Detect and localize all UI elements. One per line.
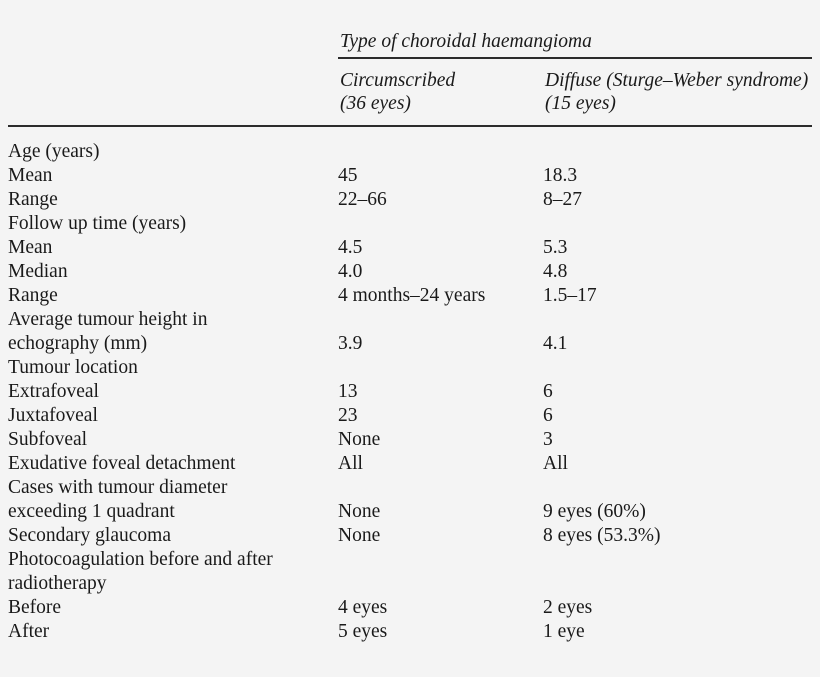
spanner-rule xyxy=(338,57,812,59)
cell-circumscribed: None xyxy=(338,525,381,546)
table-row xyxy=(8,164,812,188)
cell-circumscribed: None xyxy=(338,501,381,522)
cell-diffuse: 9 eyes (60%) xyxy=(543,501,646,522)
spanner-empty-cell xyxy=(8,30,338,63)
cell-circumscribed xyxy=(338,548,543,572)
cell-diffuse: 5.3 xyxy=(543,237,568,258)
column-header-row xyxy=(8,63,812,125)
cell-diffuse xyxy=(543,356,812,380)
cell-diffuse xyxy=(543,476,812,500)
row-label: Before xyxy=(8,597,62,618)
row-label: Median xyxy=(8,261,68,282)
row-label: Secondary glaucoma xyxy=(8,525,171,546)
table-body xyxy=(8,127,812,644)
table-row xyxy=(8,572,812,596)
row-label: Extrafoveal xyxy=(8,381,99,402)
row-label: exceeding 1 quadrant xyxy=(8,501,175,522)
column-header-row-label xyxy=(8,63,338,125)
cell-circumscribed: 22–66 xyxy=(338,189,387,210)
cell-circumscribed xyxy=(338,212,543,236)
table-row xyxy=(8,500,812,524)
spanner-header-label: Type of choroidal haemangioma xyxy=(340,31,592,52)
table-row xyxy=(8,284,812,308)
row-label: Juxtafoveal xyxy=(8,405,98,426)
cell-circumscribed: 45 xyxy=(338,165,358,186)
row-label: Exudative foveal detachment xyxy=(8,453,236,474)
table-header xyxy=(8,30,812,127)
table-row xyxy=(8,188,812,212)
table-row xyxy=(8,452,812,476)
spanner-header-row xyxy=(8,30,812,63)
cell-circumscribed: 4.0 xyxy=(338,261,363,282)
cell-diffuse: 1 eye xyxy=(543,621,585,642)
row-label: radiotherapy xyxy=(8,573,107,594)
row-label: After xyxy=(8,621,50,642)
column-header-circumscribed-line1: Circumscribed xyxy=(340,70,456,91)
cell-diffuse: 6 xyxy=(543,405,553,426)
table-row xyxy=(8,548,812,572)
cell-diffuse: 8–27 xyxy=(543,189,582,210)
cell-circumscribed: 3.9 xyxy=(338,333,363,354)
cell-diffuse: 4.1 xyxy=(543,333,568,354)
cell-diffuse xyxy=(543,212,812,236)
cell-circumscribed: 4 eyes xyxy=(338,597,388,618)
column-header-diffuse xyxy=(543,63,812,125)
row-label: Mean xyxy=(8,165,53,186)
table-container xyxy=(0,30,820,677)
column-header-circumscribed xyxy=(338,63,543,125)
cell-diffuse xyxy=(543,548,812,572)
table-row xyxy=(8,236,812,260)
row-label: Average tumour height in xyxy=(8,309,208,330)
cell-diffuse: 1.5–17 xyxy=(543,285,597,306)
cell-diffuse xyxy=(543,308,812,332)
table-row xyxy=(8,260,812,284)
table-row xyxy=(8,380,812,404)
clinical-characteristics-table xyxy=(8,30,812,644)
cell-diffuse: All xyxy=(543,453,568,474)
cell-circumscribed xyxy=(338,308,543,332)
cell-diffuse: 3 xyxy=(543,429,553,450)
table-row xyxy=(8,127,812,164)
cell-diffuse xyxy=(543,127,812,164)
table-row xyxy=(8,212,812,236)
row-label: Photocoagulation before and after xyxy=(8,549,273,570)
row-label: Age (years) xyxy=(8,141,100,162)
cell-diffuse: 4.8 xyxy=(543,261,568,282)
cell-circumscribed: 4 months–24 years xyxy=(338,285,486,306)
cell-diffuse: 18.3 xyxy=(543,165,578,186)
cell-circumscribed: 5 eyes xyxy=(338,621,388,642)
cell-circumscribed xyxy=(338,356,543,380)
cell-circumscribed: All xyxy=(338,453,363,474)
table-row xyxy=(8,332,812,356)
row-label: Tumour location xyxy=(8,357,138,378)
row-label: Range xyxy=(8,189,58,210)
row-label: Follow up time (years) xyxy=(8,213,187,234)
cell-circumscribed: None xyxy=(338,429,381,450)
column-header-diffuse-line1: Diffuse (Sturge–Weber syndrome) xyxy=(545,70,809,91)
cell-circumscribed xyxy=(338,572,543,596)
table-row xyxy=(8,308,812,332)
row-label: Cases with tumour diameter xyxy=(8,477,228,498)
cell-diffuse: 2 eyes xyxy=(543,597,593,618)
cell-circumscribed: 13 xyxy=(338,381,358,402)
cell-diffuse: 8 eyes (53.3%) xyxy=(543,525,661,546)
table-row xyxy=(8,476,812,500)
cell-circumscribed xyxy=(338,127,543,164)
cell-circumscribed: 23 xyxy=(338,405,358,426)
cell-diffuse: 6 xyxy=(543,381,553,402)
row-label: Range xyxy=(8,285,58,306)
column-header-circumscribed-line2: (36 eyes) xyxy=(340,93,411,114)
cell-diffuse xyxy=(543,572,812,596)
column-header-diffuse-line2: (15 eyes) xyxy=(545,93,616,114)
row-label: echography (mm) xyxy=(8,333,148,354)
row-label: Subfoveal xyxy=(8,429,88,450)
table-row xyxy=(8,404,812,428)
cell-circumscribed: 4.5 xyxy=(338,237,363,258)
spanner-header-cell xyxy=(338,30,812,63)
row-label: Mean xyxy=(8,237,53,258)
cell-circumscribed xyxy=(338,476,543,500)
table-row xyxy=(8,620,812,644)
table-row xyxy=(8,596,812,620)
table-row xyxy=(8,428,812,452)
table-row xyxy=(8,524,812,548)
table-row xyxy=(8,356,812,380)
